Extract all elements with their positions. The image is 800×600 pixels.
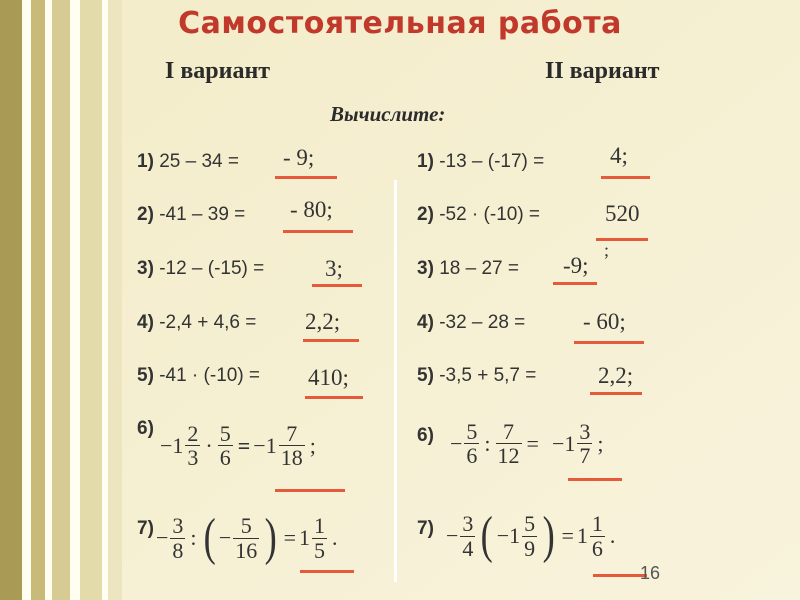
answer-underline: [312, 284, 362, 287]
left-problem-6-expression: [160, 422, 319, 469]
expr-token: −: [450, 430, 463, 456]
denominator: 12: [497, 443, 520, 469]
numerator: 5: [219, 421, 231, 446]
problem-expression: 25 – 34 =: [159, 151, 239, 172]
answer-underline: [275, 489, 345, 492]
expr-token: −: [156, 525, 169, 550]
denominator: 7: [579, 443, 591, 469]
right-problem-3: [417, 258, 519, 280]
left-answer-4: 2,2;: [305, 309, 341, 334]
right-problem-6-number: 6): [417, 425, 434, 446]
problem-number: 1): [137, 151, 154, 172]
left-answer-3: 3;: [325, 256, 343, 281]
problem-expression: -13 – (-17) =: [439, 151, 545, 172]
page-title: Самостоятельная работа: [178, 6, 622, 41]
expr-token: =: [526, 430, 539, 456]
answer-underline: [593, 574, 647, 577]
variant-1-heading: I вариант: [165, 58, 271, 84]
expr-token: ·: [205, 432, 213, 458]
expr-token: =: [561, 523, 574, 548]
problem-expression: -2,4 + 4,6 =: [159, 312, 257, 333]
left-problem-5: [137, 365, 260, 387]
expr-token: −1: [551, 430, 576, 456]
numerator: 5: [466, 419, 478, 444]
problem-expression: -12 – (-15) =: [159, 258, 265, 279]
right-answer-3: -9;: [563, 253, 589, 278]
left-answer-5: 410;: [308, 365, 349, 390]
expr-token: ;: [309, 432, 316, 458]
denominator: 3: [187, 445, 199, 471]
problem-expression: -41 – 39 =: [159, 204, 246, 225]
left-problem-1: [137, 151, 239, 173]
fraction: [312, 514, 327, 561]
numerator: 2: [187, 421, 199, 446]
fraction: [522, 512, 537, 559]
fraction: [170, 514, 185, 561]
fraction: [185, 422, 200, 469]
left-problem-7-expression: [156, 509, 341, 566]
right-answer-4: - 60;: [583, 309, 626, 334]
problem-number: 4): [137, 312, 154, 333]
fraction: [496, 420, 522, 467]
page-number: 16: [640, 563, 661, 583]
fraction: [460, 512, 475, 559]
right-problem-1: [417, 151, 544, 173]
instruction-text: Вычислите:: [330, 102, 446, 126]
expr-token: ;: [597, 430, 604, 456]
numerator: 3: [579, 419, 591, 444]
denominator: 6: [466, 443, 478, 469]
numerator: 1: [314, 513, 326, 539]
right-answer-5: 2,2;: [598, 363, 634, 388]
answer-underline: [303, 339, 359, 342]
expr-token: ): [264, 509, 278, 566]
expr-token: −1: [160, 432, 184, 458]
variant-2-heading: II вариант: [545, 58, 660, 84]
expr-token: ): [542, 507, 555, 564]
problem-number: 4): [417, 312, 434, 333]
denominator: 16: [235, 537, 258, 563]
problem-number: 2): [417, 204, 434, 225]
numerator: 5: [240, 513, 252, 539]
expr-token: −: [218, 525, 232, 550]
denominator: 8: [172, 537, 184, 563]
answer-underline: [568, 478, 622, 481]
right-problem-4: [417, 312, 525, 334]
expr-token: −: [446, 523, 459, 548]
right-problem-2: [417, 204, 540, 226]
fraction: [218, 422, 233, 469]
answer-underline: [574, 341, 644, 344]
numerator: 1: [591, 511, 603, 537]
answer-underline: [305, 396, 363, 399]
left-problem-6-number: 6): [137, 418, 154, 439]
expr-token: .: [332, 525, 338, 550]
denominator: 9: [524, 535, 536, 561]
problem-expression: -3,5 + 5,7 =: [439, 365, 537, 386]
problem-expression: -32 – 28 =: [439, 312, 526, 333]
answer-underline: [275, 176, 337, 179]
right-problem-6-expression: [450, 420, 607, 467]
denominator: 18: [280, 445, 303, 471]
right-answer-1: 4;: [610, 143, 628, 168]
expr-token: 1: [299, 525, 311, 550]
left-problem-2: [137, 204, 245, 226]
left-problem-3: [137, 258, 264, 280]
column-divider: [394, 180, 397, 582]
problem-number: 5): [137, 365, 154, 386]
right-problem-7-number: 7): [417, 518, 434, 539]
denominator: 5: [314, 537, 326, 563]
fraction: [590, 512, 605, 559]
right-problem-7-expression: [446, 507, 618, 564]
expr-token: :: [190, 525, 197, 550]
left-problem-7-number: 7): [137, 518, 154, 539]
expr-token: −1: [496, 523, 521, 548]
denominator: 4: [462, 535, 474, 561]
problem-expression: -52 · (-10) =: [439, 204, 541, 225]
answer-underline: [283, 230, 353, 233]
problem-expression: 18 – 27 =: [439, 258, 519, 279]
fraction: [233, 514, 259, 561]
fraction: [577, 420, 592, 467]
fraction: [279, 422, 305, 469]
right-answer-2-suffix: ;: [604, 240, 610, 260]
problem-number: 5): [417, 365, 434, 386]
denominator: 6: [591, 535, 603, 561]
answer-underline: [553, 282, 597, 285]
expr-token: .: [609, 523, 616, 548]
problem-number: 2): [137, 204, 154, 225]
numerator: 3: [462, 511, 474, 537]
problem-expression: -41 · (-10) =: [159, 365, 261, 386]
expr-token: (: [481, 507, 494, 564]
right-problem-5: [417, 365, 536, 387]
answer-underline: [300, 570, 354, 573]
expr-token: =: [283, 525, 297, 550]
expr-token: :: [484, 430, 491, 456]
left-problem-4: [137, 312, 256, 334]
numerator: 5: [524, 511, 536, 537]
numerator: 3: [172, 513, 184, 539]
left-answer-1: - 9;: [283, 145, 315, 170]
denominator: 6: [219, 445, 231, 471]
expr-token: 1: [576, 523, 588, 548]
problem-number: 1): [417, 151, 434, 172]
answer-underline: [601, 176, 650, 179]
expr-token: (: [203, 509, 216, 566]
expr-token: −1: [253, 432, 277, 458]
left-answer-2: - 80;: [290, 197, 333, 222]
numerator: 7: [286, 421, 298, 446]
answer-underline: [590, 392, 642, 395]
problem-number: 3): [137, 258, 154, 279]
problem-number: 3): [417, 258, 434, 279]
expr-token: =: [237, 432, 251, 458]
numerator: 7: [503, 419, 515, 444]
fraction: [464, 420, 479, 467]
right-answer-2: 520: [605, 201, 640, 226]
